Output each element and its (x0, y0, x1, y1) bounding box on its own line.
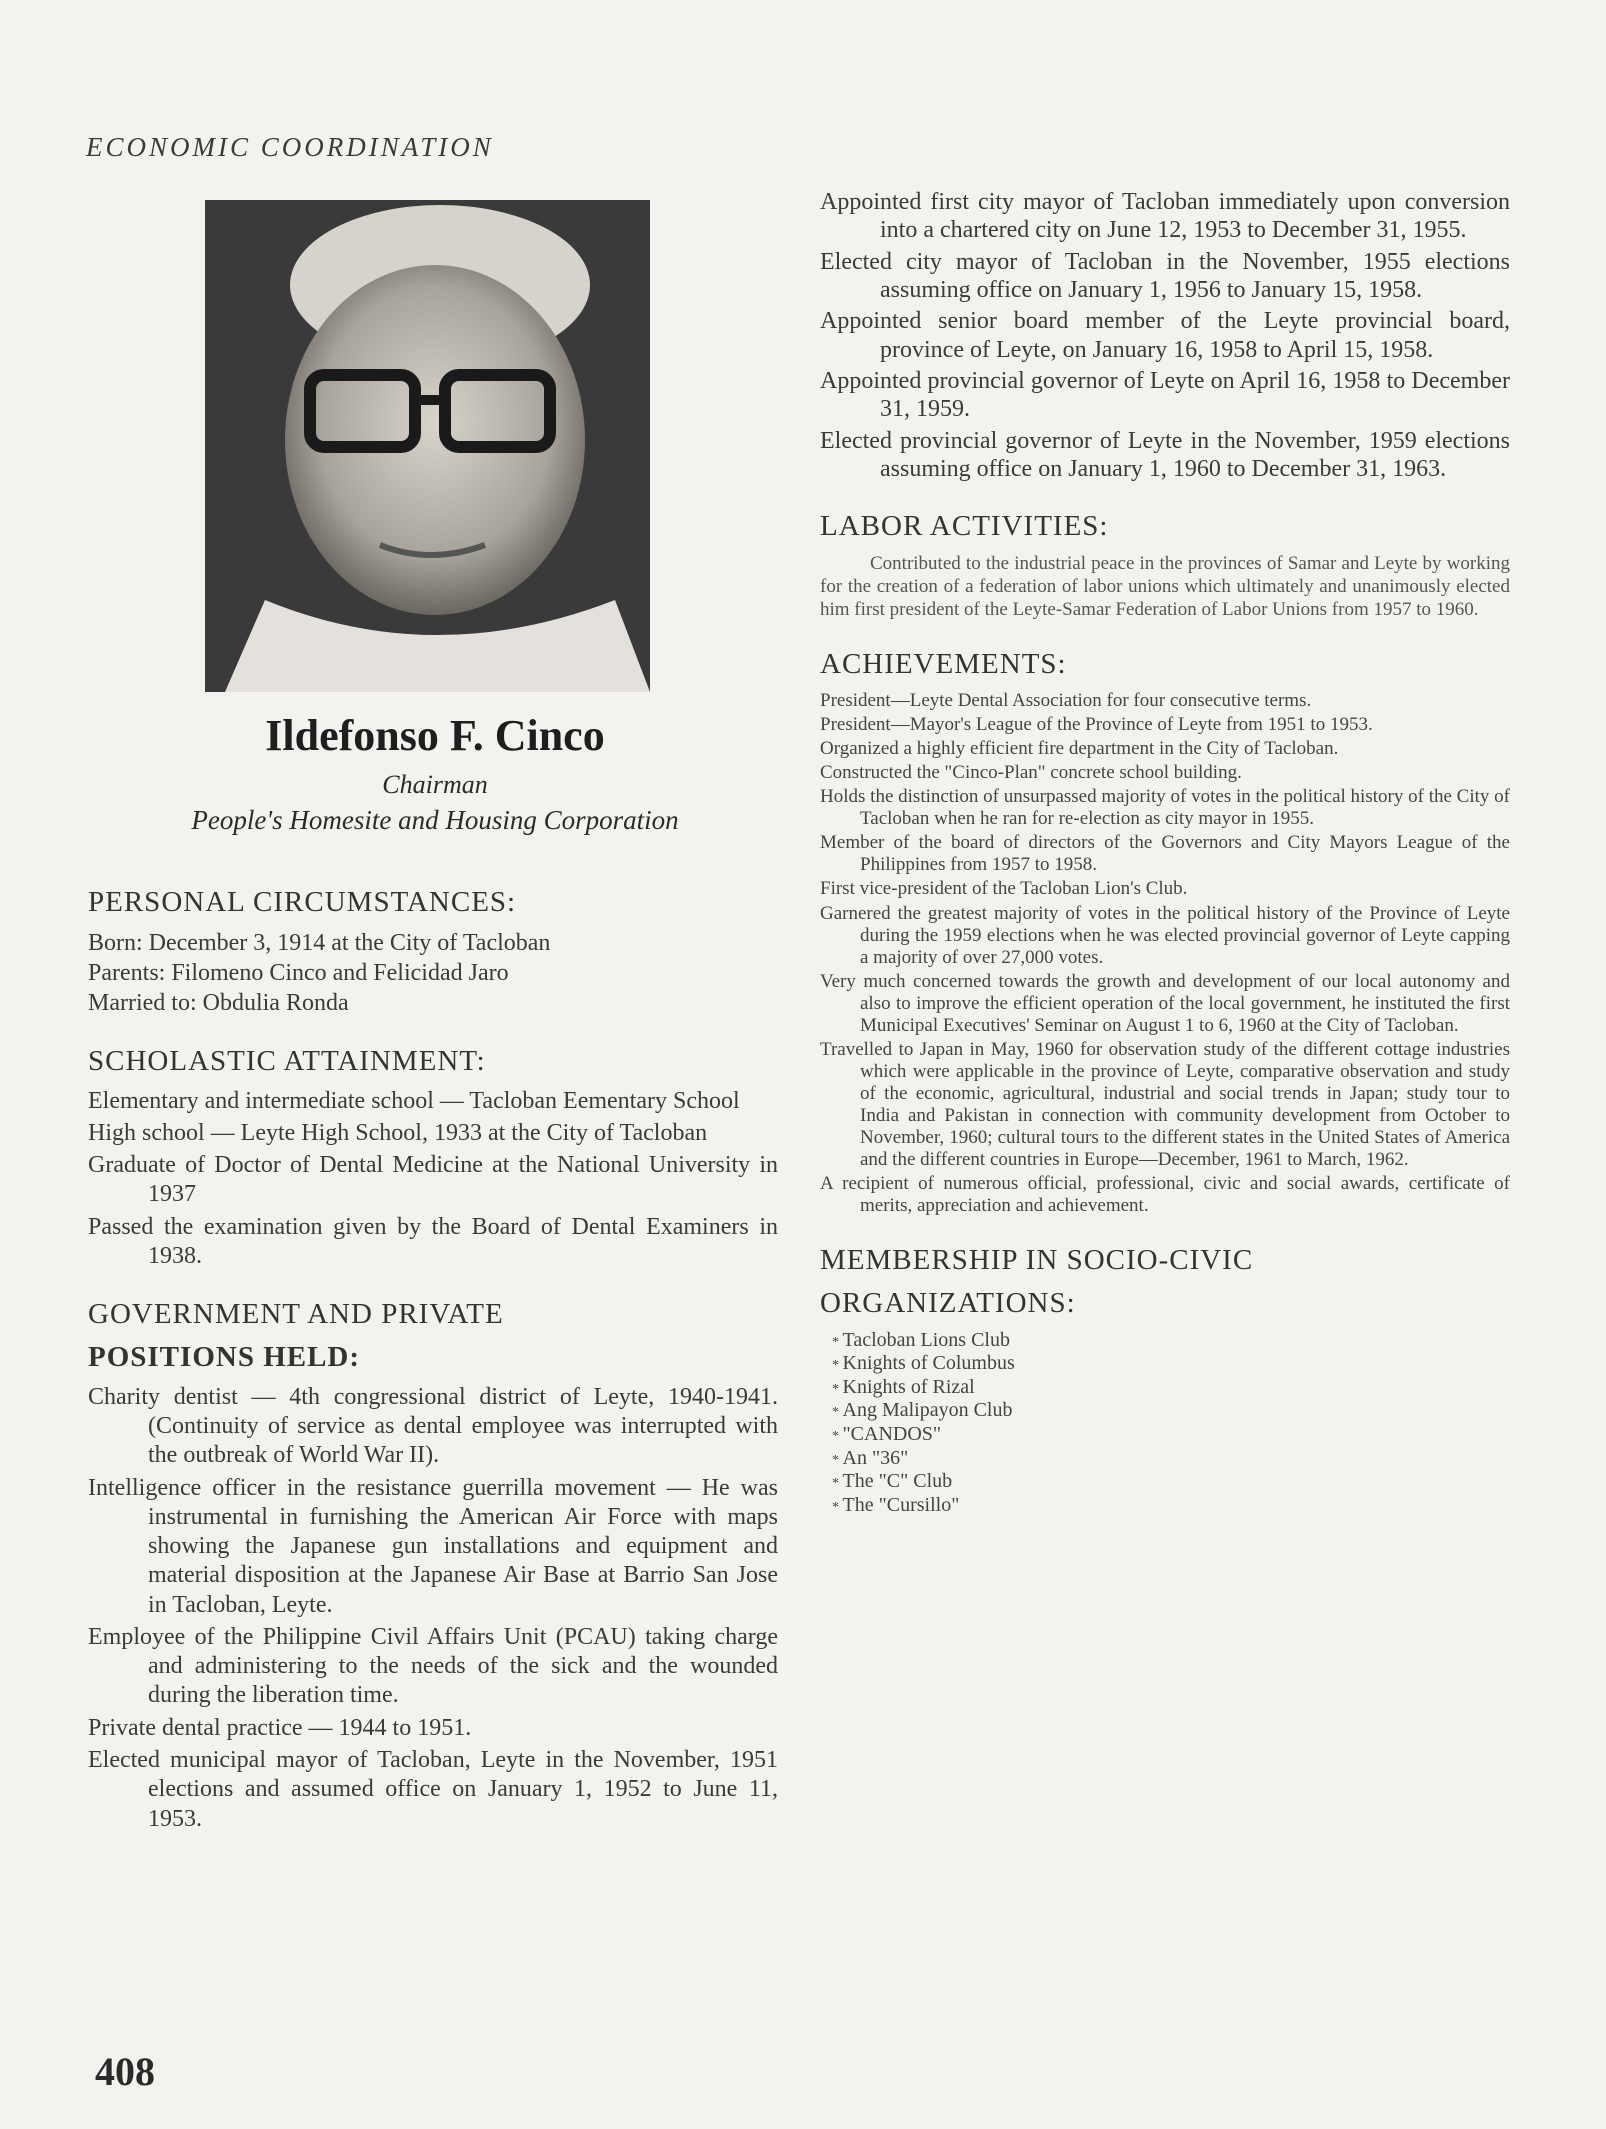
scholastic-item: Graduate of Doctor of Dental Medicine at the National University in 1937 (88, 1152, 778, 1208)
page-number: 408 (95, 2049, 155, 2094)
positions-section (88, 1297, 778, 1834)
portrait-photo (205, 200, 650, 692)
membership-item: * Knights of Columbus (820, 1352, 1510, 1376)
personal-line: Married to: Obdulia Ronda (88, 989, 349, 1016)
personal-heading: PERSONAL CIRCUMSTANCES: (88, 886, 517, 918)
membership-item: * An "36" (820, 1447, 1510, 1471)
labor-section (820, 509, 1510, 621)
positions-heading-line1: GOVERNMENT AND PRIVATE (88, 1298, 504, 1331)
achievement-item: Very much concerned towards the growth and development of our local autonomy and also to improve the efficient operation of the local government, he instituted the first Municipal Executives' Seminar on August 1 to 6, 1960 at the City of Tacloban. (820, 970, 1510, 1036)
scholastic-item: Passed the examination given by the Board of Dental Examiners in 1938. (88, 1213, 778, 1269)
personal-line: Born: December 3, 1914 at the City of Tacloban (88, 929, 551, 956)
person-name: Ildefonso F. Cinco (265, 711, 605, 760)
left-column (88, 885, 778, 1860)
personal-line: Parents: Filomeno Cinco and Felicidad Jaro (88, 959, 509, 986)
right-column (820, 188, 1510, 1543)
position-item: Appointed first city mayor of Tacloban immediately upon conversion into a chartered city on June 12, 1953 to December 31, 1955. (820, 189, 1510, 244)
achievement-item: President—Leyte Dental Association for four consecutive terms. (820, 690, 1312, 712)
scholastic-item: High school — Leyte High School, 1933 at the City of Tacloban (88, 1119, 708, 1146)
achievement-item: Constructed the "Cinco-Plan" concrete school building. (820, 762, 1242, 784)
position-item: Charity dentist — 4th congressional district of Leyte, 1940-1941. (Continuity of service as dental employee was interrupted with the outbreak of World War II). (88, 1383, 778, 1469)
section-header: ECONOMIC COORDINATION (86, 132, 494, 162)
membership-item: * Tacloban Lions Club (820, 1329, 1510, 1353)
membership-item: * Ang Malipayon Club (820, 1399, 1510, 1423)
achievement-item: Garnered the greatest majority of votes in the political history of the Province of Leyte during the 1959 elections when he was elected provincial governor of Leyte capping a majority of over 27,000 votes. (820, 902, 1510, 968)
labor-text: Contributed to the industrial peace in the provinces of Samar and Leyte by working for the creation of a federation of labor unions which ultimately and unanimously elected him first president of the Leyte-Samar Federation of Labor Unions from 1957 to 1960. (820, 552, 1510, 621)
positions-heading-line2: POSITIONS HELD: (88, 1340, 361, 1373)
scholastic-item: Elementary and intermediate school — Tacloban Eementary School (88, 1087, 740, 1114)
person-position: Chairman (382, 770, 488, 799)
membership-list (820, 1329, 1510, 1518)
personal-section (88, 885, 778, 1018)
membership-heading-line1: MEMBERSHIP IN SOCIO-CIVIC (820, 1243, 1254, 1276)
achievement-item: Travelled to Japan in May, 1960 for observation study of the different cottage industries which were applicable in the province of Leyte, comparative observation and study of the economic, agricultural, industrial and social trends in Japan; study tour to India and Pakistan in connection with community development from October to November, 1960; cultural tours to the different states in the United States of America and the different countries in Europe—December, 1961 to March, 1962. (820, 1038, 1510, 1170)
position-item: Employee of the Philippine Civil Affairs Unit (PCAU) taking charge and administering to the needs of the sick and the wounded during the liberation time. (88, 1623, 778, 1709)
scholastic-section (88, 1044, 778, 1271)
membership-heading-line2: ORGANIZATIONS: (820, 1286, 1076, 1319)
position-item: Elected provincial governor of Leyte in the November, 1959 elections assuming office on January 1, 1960 to December 31, 1963. (820, 427, 1510, 482)
person-organization: People's Homesite and Housing Corporation (191, 805, 679, 835)
position-item: Intelligence officer in the resistance guerrilla movement — He was instrumental in furnishing the American Air Force with maps showing the Japanese gun installations and equipment and material disposition at the Japanese Air Base at Barrio San Jose in Tacloban, Leyte. (88, 1474, 778, 1618)
position-item: Elected municipal mayor of Tacloban, Leyte in the November, 1951 elections and assumed office on January 1, 1952 to June 11, 1953. (88, 1746, 778, 1832)
scholastic-heading: SCHOLASTIC ATTAINMENT: (88, 1044, 486, 1077)
achievements-heading: ACHIEVEMENTS: (820, 648, 1067, 681)
position-item: Elected city mayor of Tacloban in the November, 1955 elections assuming office on January 1, 1956 to January 15, 1958. (820, 248, 1510, 303)
position-item: Private dental practice — 1944 to 1951. (88, 1714, 472, 1741)
membership-item: * Knights of Rizal (820, 1376, 1510, 1400)
labor-heading: LABOR ACTIVITIES: (820, 510, 1109, 543)
achievement-item: First vice-president of the Tacloban Lion's Club. (820, 878, 1188, 900)
membership-item: * The "Cursillo" (820, 1494, 1510, 1518)
membership-item: * "CANDOS" (820, 1423, 1510, 1447)
achievement-item: President—Mayor's League of the Province of Leyte from 1951 to 1953. (820, 714, 1373, 736)
achievement-item: Holds the distinction of unsurpassed majority of votes in the political history of the City of Tacloban when he ran for re-election as city mayor in 1955. (820, 786, 1510, 830)
achievement-item: A recipient of numerous official, professional, civic and social awards, certificate of merits, appreciation and achievement. (820, 1172, 1510, 1216)
positions-continued (820, 188, 1510, 483)
membership-item: * The "C" Club (820, 1470, 1510, 1494)
achievements-section (820, 647, 1510, 1217)
membership-section (820, 1243, 1510, 1517)
achievement-item: Organized a highly efficient fire department in the City of Tacloban. (820, 738, 1339, 760)
position-item: Appointed provincial governor of Leyte on April 16, 1958 to December 31, 1959. (820, 367, 1510, 423)
position-item: Appointed senior board member of the Leyte provincial board, province of Leyte, on January 16, 1958 to April 15, 1958. (820, 308, 1510, 363)
achievement-item: Member of the board of directors of the Governors and City Mayors League of the Philippines from 1957 to 1958. (820, 832, 1510, 876)
